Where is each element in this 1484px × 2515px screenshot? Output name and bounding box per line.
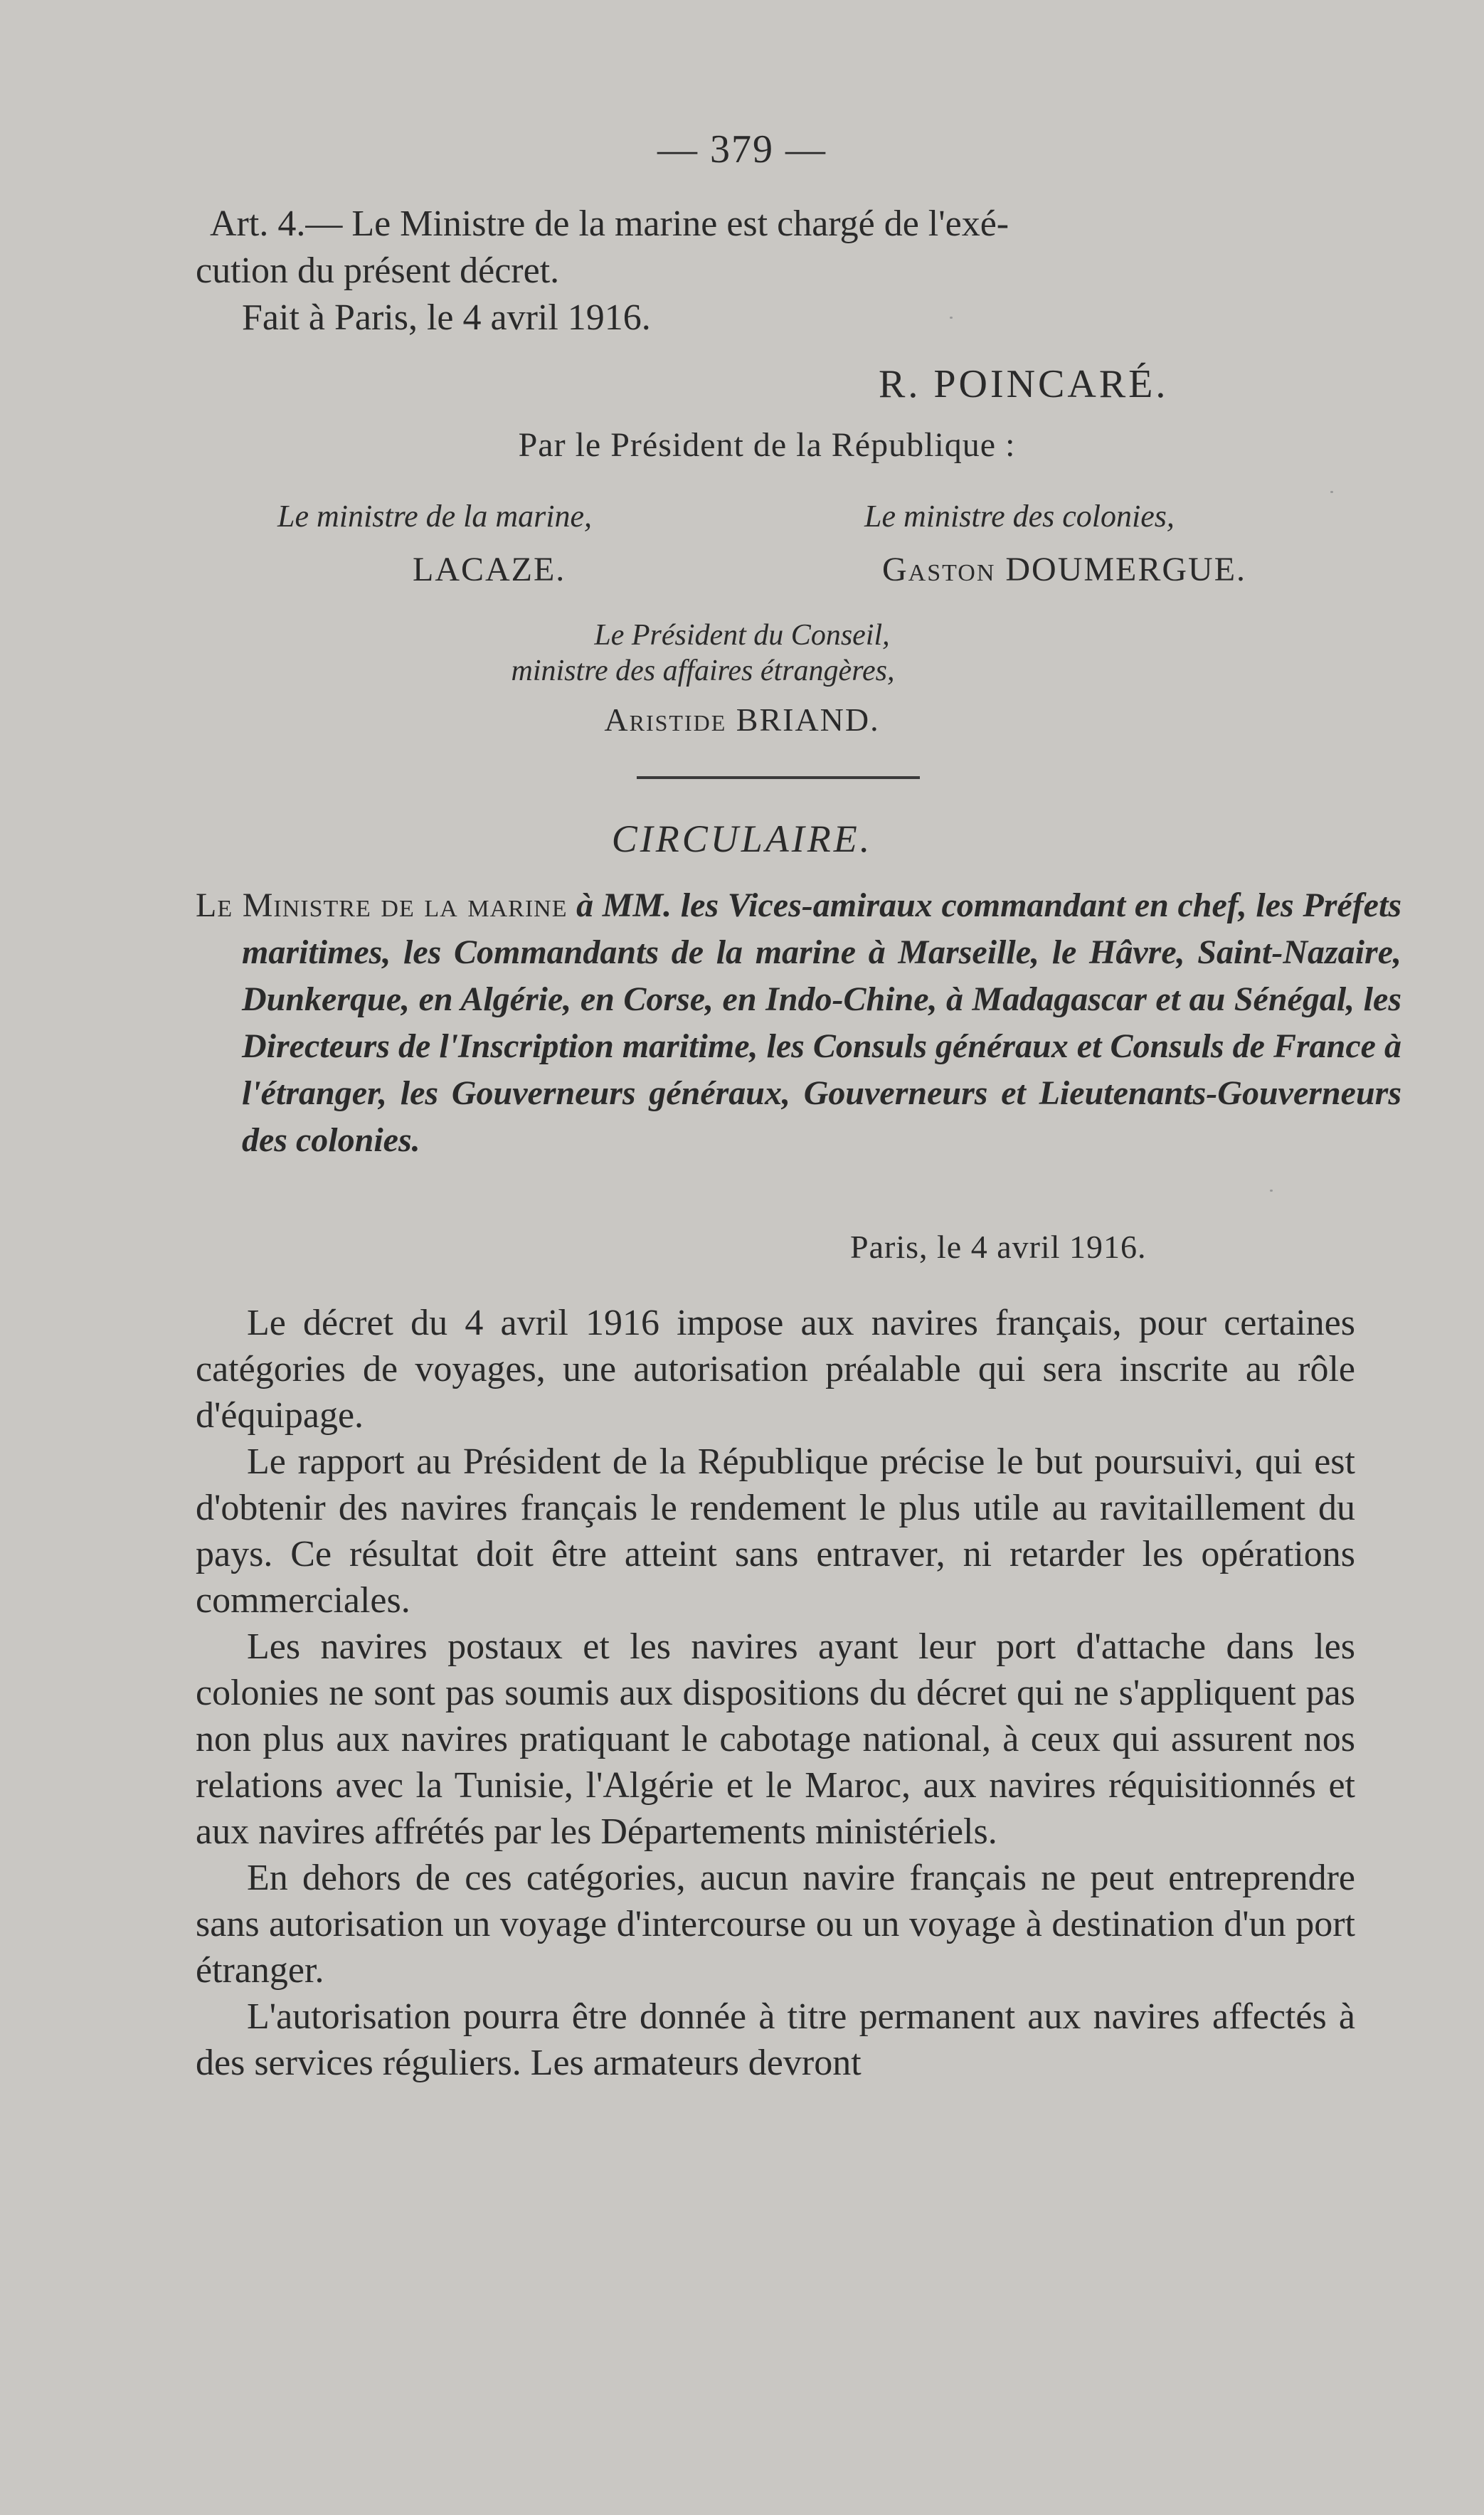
circular-title: CIRCULAIRE.: [611, 817, 873, 860]
paper-speck: [1330, 491, 1333, 493]
colonies-minister-name: [882, 550, 1246, 589]
colonies-minister-name-text: Gaston DOUMERGUE.: [882, 551, 1247, 588]
body-paragraph-2: Le rapport au Président de la République précise le but poursuivi, qui est d'obtenir des navires français le rendement le plus utile au ravitaillement du pays. Ce résultat doit être atteint sans entraver, ni retarder les opérations commerciales.: [196, 1441, 1355, 1621]
addressees-rest: à MM. les Vices-amiraux commandant en chef, les Préfets maritimes, les Commandants de la marine à Marseille, le Hâvre, Saint-Nazaire, Dunkerque, en Algérie, en Corse, en Indo-Chine, à Madagascar et au Sénégal, les Directeurs de l'Inscription maritime, les Consuls généraux et Consuls de France à l'étranger, les Gouverneurs généraux, Gouverneurs et Lieutenants-Gouverneurs des colonies.: [242, 886, 1401, 1159]
body-paragraph-1: Le décret du 4 avril 1916 impose aux navires français, pour certaines catégories de voyages, une autorisation préalable qui sera inscrite au rôle d'équipage.: [196, 1303, 1355, 1436]
circular-date: Paris, le 4 avril 1916.: [850, 1229, 1147, 1265]
article-4-line-2: cution du présent décret.: [196, 250, 560, 291]
addressees-lead: Le Ministre de la marine: [196, 886, 568, 924]
president-council-name-text: Aristide BRIAND.: [604, 701, 880, 738]
article-4-line-3: Fait à Paris, le 4 avril 1916.: [242, 297, 651, 338]
section-divider: [637, 776, 920, 779]
president-council-block: [0, 618, 1484, 689]
president-council-line-2: ministre des affaires étrangères,: [511, 655, 895, 687]
circular-body: [196, 1300, 1355, 2086]
article-4: [196, 201, 1355, 341]
president-council-name: [0, 701, 1484, 738]
colonies-minister-title: Le ministre des colonies,: [864, 499, 1175, 534]
signature-poincare: R. POINCARÉ.: [879, 362, 1169, 406]
page-number: — 379 —: [657, 127, 827, 171]
paper-speck: [950, 317, 953, 319]
body-paragraph-3: Les navires postaux et les navires ayant leur port d'attache dans les colonies ne sont pas soumis aux dispositions du décret qui ne s'appliquent pas non plus aux navires pratiquant le cabotage national, à ceux qui assurent nos relations avec la Tunisie, l'Algérie et le Maroc, aux navires réquisitionnés et aux navires affrétés par les Départements ministériels.: [196, 1626, 1355, 1852]
body-paragraph-4: En dehors de ces catégories, aucun navire français ne peut entreprendre sans autorisation un voyage d'intercourse ou un voyage à destination d'un port étranger.: [196, 1858, 1355, 1991]
president-council-line-1: Le Président du Conseil,: [594, 619, 890, 652]
article-4-line-1: Art. 4.— Le Ministre de la marine est chargé de l'exé-: [210, 203, 1009, 244]
circular-addressees: [196, 882, 1401, 1164]
marine-minister-title: Le ministre de la marine,: [277, 499, 592, 534]
body-paragraph-5: L'autorisation pourra être donnée à titre permanent aux navires affectés à des services réguliers. Les armateurs devront: [196, 1996, 1355, 2083]
marine-minister-name: LACAZE.: [413, 551, 566, 588]
paper-speck: [1270, 1190, 1273, 1192]
by-president-line: Par le Président de la République :: [518, 426, 1016, 464]
